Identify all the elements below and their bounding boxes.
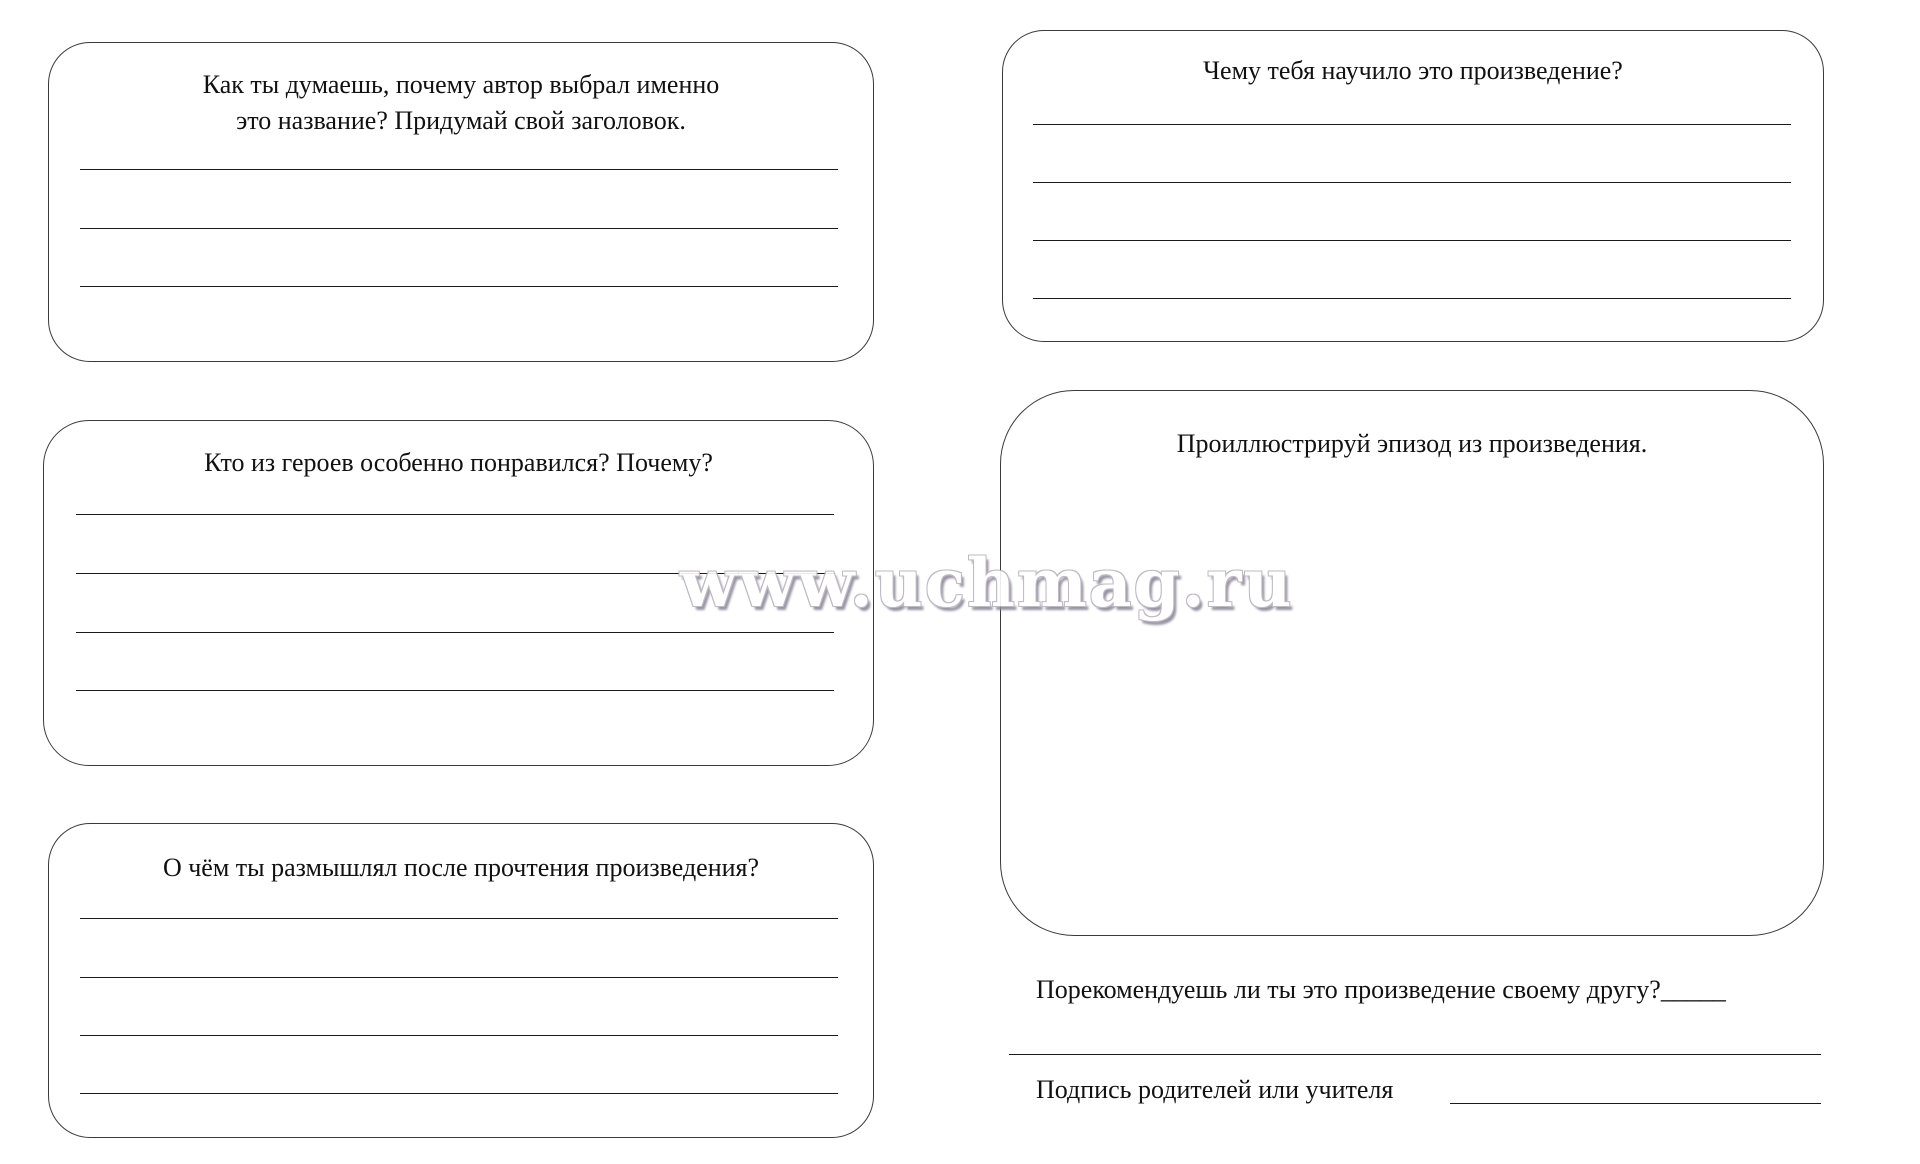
answer-line[interactable] (80, 169, 838, 170)
lesson-question-text: Чему тебя научило это произведение? (1203, 56, 1623, 85)
answer-line[interactable] (80, 228, 838, 229)
answer-line[interactable] (76, 573, 834, 574)
answer-line[interactable] (80, 286, 838, 287)
title-question-card (48, 42, 874, 362)
illustration-prompt-text: Проиллюстрируй эпизод из произведения. (1176, 429, 1648, 458)
lesson-question-card (1002, 30, 1824, 342)
illustration-card[interactable] (1000, 390, 1824, 936)
answer-line[interactable] (1033, 298, 1791, 299)
watermark-text: www.uchmag.ru (680, 544, 1294, 622)
answer-line[interactable] (80, 1093, 838, 1094)
signature-line[interactable] (1450, 1103, 1821, 1104)
answer-line[interactable] (76, 514, 834, 515)
recommend-answer-line[interactable] (1009, 1054, 1821, 1055)
thoughts-question-text: О чём ты размышлял после прочтения произведения? (162, 853, 760, 882)
answer-line[interactable] (1033, 240, 1791, 241)
answer-line[interactable] (76, 632, 834, 633)
title-question-text: Как ты думаешь, почему автор выбрал именно это название? Придумай свой заголовок. (202, 70, 720, 135)
answer-line[interactable] (80, 918, 838, 919)
answer-line[interactable] (1033, 182, 1791, 183)
answer-line[interactable] (80, 977, 838, 978)
hero-question-card (43, 420, 874, 766)
answer-line[interactable] (76, 690, 834, 691)
hero-question-text: Кто из героев особенно понравился? Почему? (204, 448, 713, 477)
thoughts-question-card (48, 823, 874, 1138)
recommend-question: Порекомендуешь ли ты это произведение своему другу?_____ (1036, 975, 1726, 1004)
signature-label: Подпись родителей или учителя (1036, 1075, 1394, 1104)
answer-line[interactable] (80, 1035, 838, 1036)
answer-line[interactable] (1033, 124, 1791, 125)
